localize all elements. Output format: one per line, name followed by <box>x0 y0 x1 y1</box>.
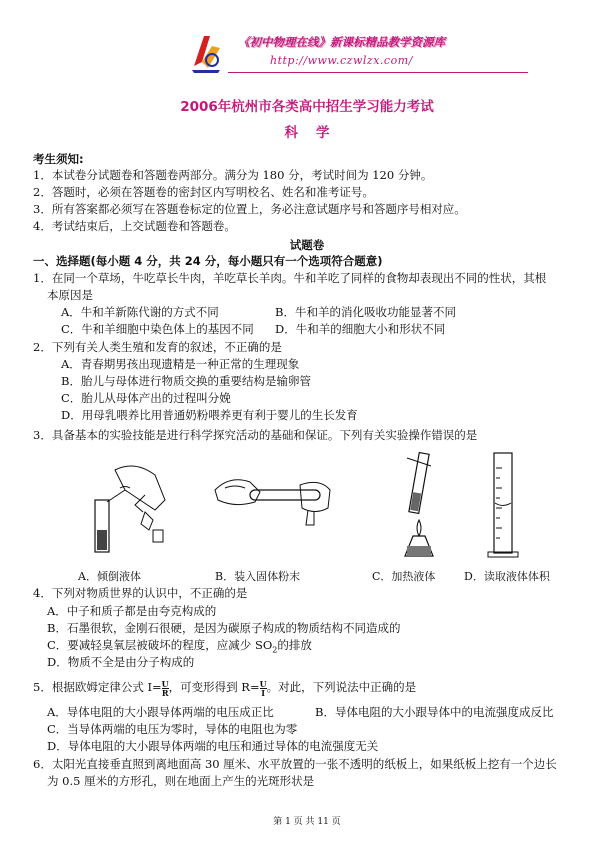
q5-formula-r <box>260 680 267 697</box>
q6-stem-cont: 为 0.5 厘米的方形孔，则在地面上产生的光斑形状是 <box>47 774 315 788</box>
notice-heading: 考生须知: <box>33 152 84 166</box>
q2-option-b[interactable]: B．胎儿与母体进行物质交换的重要结构是输卵管 <box>61 374 311 388</box>
q6-stem: 6．太阳光直接垂直照到离地面高 30 厘米、水平放置的一张不透明的纸板上，如果纸板上挖有一个边长 <box>33 757 557 771</box>
site-logo-icon <box>190 32 224 74</box>
q5-option-b[interactable]: B．导体电阻的大小跟导体中的电流强度成反比 <box>315 705 554 719</box>
q3-option-b[interactable]: B．装入固体粉末 <box>215 570 301 583</box>
q5-stem-text: 5．根据欧姆定律公式 I= <box>33 680 162 694</box>
q5-option-d[interactable]: D．导体电阻的大小跟导体两端的电压和通过导体的电流强度无关 <box>47 739 379 753</box>
q3-option-d[interactable]: D．读取液体体积 <box>464 570 550 583</box>
q2-option-c[interactable]: C．胎儿从母体产出的过程叫分娩 <box>61 391 231 405</box>
q4-option-a[interactable]: A．中子和质子都是由夸克构成的 <box>47 604 217 618</box>
exam-title: 2006年杭州市各类高中招生学习能力考试 <box>180 99 434 115</box>
q3-option-a[interactable]: A．倾倒液体 <box>78 570 141 583</box>
q1-stem-cont: 本原因是 <box>47 288 93 302</box>
q5-formula-i <box>162 680 169 697</box>
q4-stem: 4．下列对物质世界的认识中，不正确的是 <box>33 586 248 600</box>
q3-stem: 3．具备基本的实验技能是进行科学探究活动的基础和保证。下列有关实验操作错误的是 <box>33 428 478 442</box>
q5-option-c[interactable]: C．当导体两端的电压为零时，导体的电阻也为零 <box>47 722 298 736</box>
page-footer: 第 1 页 共 11 页 <box>273 817 341 827</box>
load-powder-figure <box>210 470 340 530</box>
q1-option-d[interactable]: D．牛和羊的细胞大小和形状不同 <box>275 322 446 336</box>
q2-option-a[interactable]: A．青春期男孩出现遗精是一种正常的生理现象 <box>61 357 300 371</box>
notice-item: 3．所有答案都必须写在答题卷标定的位置上，务必注意试题序号和答题序号相对应。 <box>33 202 466 216</box>
notice-item: 4．考试结束后，上交试题卷和答题卷。 <box>33 219 236 233</box>
q1-option-a[interactable]: A．牛和羊新陈代谢的方式不同 <box>61 305 219 319</box>
q5-option-a[interactable]: A．导体电阻的大小跟导体两端的电压成正比 <box>47 705 274 719</box>
formula-numerator: U <box>161 678 169 689</box>
formula-numerator: U <box>259 678 267 689</box>
subject-title: 科学 <box>284 125 348 141</box>
site-title: 《初中物理在线》新课标精品教学资源库 <box>238 35 445 49</box>
site-header <box>180 28 480 84</box>
heat-liquid-figure <box>395 448 445 563</box>
q1-option-c[interactable]: C．牛和羊细胞中染色体上的基因不同 <box>61 322 254 336</box>
pour-liquid-figure <box>85 460 185 560</box>
q2-option-d[interactable]: D．用母乳喂养比用普通奶粉喂养更有利于婴儿的生长发育 <box>61 408 358 422</box>
formula-denominator: R <box>161 687 169 698</box>
notice-item: 1．本试卷分试题卷和答题卷两部分。满分为 180 分，考试时间为 120 分钟。 <box>33 168 433 182</box>
section-label: 试题卷 <box>289 238 325 252</box>
header-rule <box>228 72 528 73</box>
q1-option-b[interactable]: B．牛和羊的消化吸收功能显著不同 <box>275 305 456 319</box>
q4-option-b[interactable]: B．石墨很软，金刚石很硬，是因为碳原子构成的物质结构不同造成的 <box>47 621 401 635</box>
q5-stem-text-mid: ，可变形得到 R= <box>168 680 260 694</box>
part1-heading: 一、选择题(每小题 4 分，共 24 分，每小题只有一个选项符合题意) <box>33 254 383 268</box>
q4-option-c-text-end: 的排放 <box>277 638 312 652</box>
graduated-cylinder-figure <box>482 448 532 563</box>
q4-option-d[interactable]: D．物质不全是由分子构成的 <box>47 655 195 669</box>
q4-option-c-text: C．要减轻臭氧层被破坏的程度，应减少 SO <box>47 638 273 652</box>
site-url[interactable]: http://www.czwlzx.com/ <box>270 54 413 67</box>
q1-stem: 1．在同一个草场，牛吃草长牛肉，羊吃草长羊肉。牛和羊吃了同样的食物却表现出不同的性状，其根 <box>33 271 547 285</box>
q4-option-c-subscript: 2 <box>272 645 278 655</box>
q3-option-c[interactable]: C．加热液体 <box>372 570 436 583</box>
notice-item: 2．答题时，必须在答题卷的密封区内写明校名、姓名和准考证号。 <box>33 185 374 199</box>
q5-stem-text-end: 。对此，下列说法中正确的是 <box>266 680 417 694</box>
q5-stem <box>33 676 416 698</box>
formula-denominator: I <box>261 687 265 698</box>
q2-stem: 2．下列有关人类生殖和发育的叙述，不正确的是 <box>33 340 282 354</box>
